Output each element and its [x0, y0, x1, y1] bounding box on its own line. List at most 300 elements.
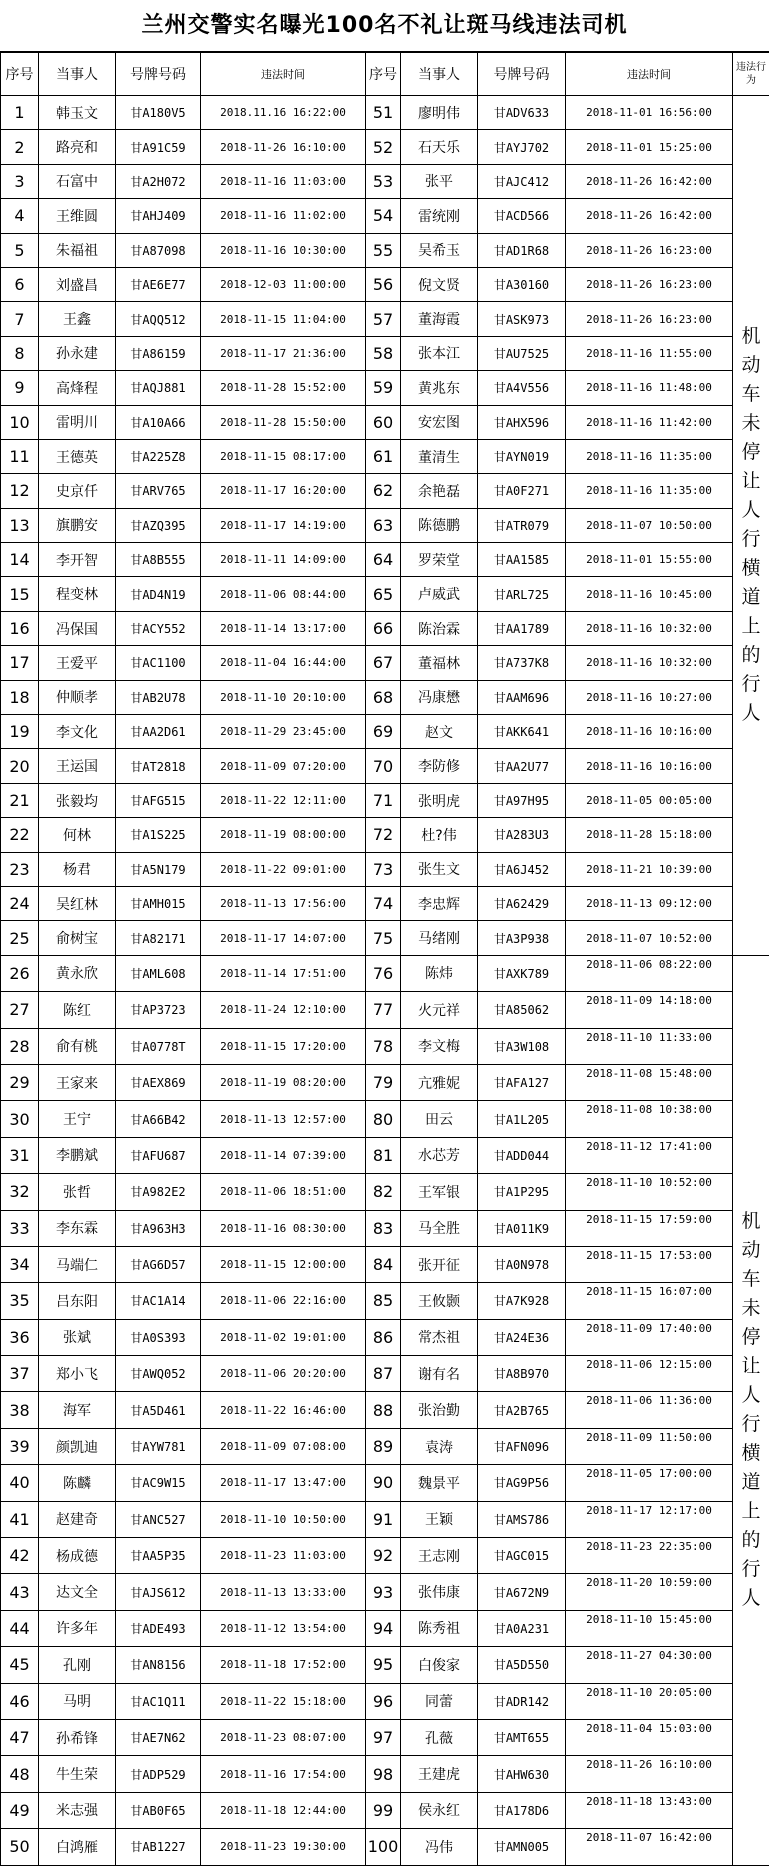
- plate-number: 甘A5N179: [116, 852, 201, 886]
- plate-number: 甘A0A231: [478, 1610, 566, 1646]
- row-number: 19: [1, 715, 39, 749]
- violation-time: 2018-11-13 09:12:00: [566, 886, 733, 920]
- table-row: [1, 1356, 769, 1392]
- plate-number: 甘AC1Q11: [116, 1683, 201, 1719]
- plate-number: 甘AFN096: [478, 1428, 566, 1464]
- violation-time: 2018-11-09 07:20:00: [201, 749, 366, 783]
- table-row: [1, 1283, 769, 1319]
- person-name: 李防修: [401, 749, 478, 783]
- violation-type: 机动车未停让人行横道上的行人: [733, 955, 769, 1865]
- violation-time: 2018-11-15 17:53:00: [566, 1246, 733, 1282]
- plate-number: 甘AA2D61: [116, 715, 201, 749]
- plate-number: 甘AC1A14: [116, 1283, 201, 1319]
- violation-time: 2018-11-26 16:23:00: [566, 302, 733, 336]
- violation-time: 2018-11-10 10:52:00: [566, 1174, 733, 1210]
- plate-number: 甘AHJ409: [116, 199, 201, 233]
- person-name: 黄永欣: [39, 955, 116, 991]
- violation-time: 2018-11-15 16:07:00: [566, 1283, 733, 1319]
- plate-number: 甘ACD566: [478, 199, 566, 233]
- person-name: 张治勤: [401, 1392, 478, 1428]
- person-name: 火元祥: [401, 992, 478, 1028]
- row-number: 47: [1, 1719, 39, 1755]
- person-name: 冯康懋: [401, 680, 478, 714]
- table-body: [1, 96, 769, 1866]
- row-number: 51: [366, 96, 401, 130]
- plate-number: 甘A3P938: [478, 921, 566, 955]
- violation-time: 2018-11-16 10:16:00: [566, 715, 733, 749]
- violation-time: 2018-11-16 11:02:00: [201, 199, 366, 233]
- plate-number: 甘AQJ881: [116, 371, 201, 405]
- person-name: 米志强: [39, 1792, 116, 1828]
- row-number: 14: [1, 543, 39, 577]
- person-name: 孙永建: [39, 336, 116, 370]
- plate-number: 甘A963H3: [116, 1210, 201, 1246]
- plate-number: 甘A011K9: [478, 1210, 566, 1246]
- violation-time: 2018-11-06 12:15:00: [566, 1356, 733, 1392]
- violation-time: 2018-11-17 16:20:00: [201, 474, 366, 508]
- violation-time: 2018-11-14 17:51:00: [201, 955, 366, 991]
- table-row: [1, 1792, 769, 1828]
- violation-time: 2018-12-03 11:00:00: [201, 267, 366, 301]
- row-number: 5: [1, 233, 39, 267]
- violation-time: 2018-11-08 10:38:00: [566, 1101, 733, 1137]
- plate-number: 甘A225Z8: [116, 439, 201, 473]
- plate-number: 甘A0778T: [116, 1028, 201, 1064]
- person-name: 陈德鹏: [401, 508, 478, 542]
- plate-number: 甘AXK789: [478, 955, 566, 991]
- table-row: [1, 992, 769, 1028]
- row-number: 20: [1, 749, 39, 783]
- violation-time: 2018-11-16 10:27:00: [566, 680, 733, 714]
- violation-time: 2018-11-04 15:03:00: [566, 1719, 733, 1755]
- row-number: 41: [1, 1501, 39, 1537]
- plate-number: 甘A6J452: [478, 852, 566, 886]
- table-row: [1, 1137, 769, 1173]
- person-name: 王军银: [401, 1174, 478, 1210]
- table-row: [1, 921, 769, 955]
- plate-number: 甘AC9W15: [116, 1465, 201, 1501]
- table-row: [1, 1538, 769, 1574]
- row-number: 100: [366, 1829, 401, 1865]
- plate-number: 甘AN8156: [116, 1647, 201, 1683]
- table-row: [1, 1647, 769, 1683]
- violation-time: 2018-11-05 17:00:00: [566, 1465, 733, 1501]
- plate-number: 甘AG9P56: [478, 1465, 566, 1501]
- table-row: [1, 336, 769, 370]
- person-name: 许多年: [39, 1610, 116, 1646]
- violation-time: 2018-11-27 04:30:00: [566, 1647, 733, 1683]
- person-name: 王建虎: [401, 1756, 478, 1792]
- person-name: 黄兆东: [401, 371, 478, 405]
- plate-number: 甘AQQ512: [116, 302, 201, 336]
- plate-number: 甘A3W108: [478, 1028, 566, 1064]
- violation-time: 2018-11-12 17:41:00: [566, 1137, 733, 1173]
- violation-time: 2018-11-06 20:20:00: [201, 1356, 366, 1392]
- header-row: [1, 53, 769, 96]
- person-name: 倪文贤: [401, 267, 478, 301]
- table-row: [1, 1101, 769, 1137]
- plate-number: 甘A0F271: [478, 474, 566, 508]
- table-row: [1, 164, 769, 198]
- table-row: [1, 680, 769, 714]
- violation-time: 2018-11-16 10:45:00: [566, 577, 733, 611]
- row-number: 79: [366, 1064, 401, 1100]
- plate-number: 甘AEX869: [116, 1064, 201, 1100]
- violation-time: 2018-11-28 15:52:00: [201, 371, 366, 405]
- plate-number: 甘AD1R68: [478, 233, 566, 267]
- person-name: 石富中: [39, 164, 116, 198]
- row-number: 40: [1, 1465, 39, 1501]
- table-row: [1, 1610, 769, 1646]
- violation-time: 2018-11-05 00:05:00: [566, 783, 733, 817]
- plate-number: 甘AKK641: [478, 715, 566, 749]
- person-name: 马明: [39, 1683, 116, 1719]
- plate-number: 甘A1L205: [478, 1101, 566, 1137]
- plate-number: 甘AYN019: [478, 439, 566, 473]
- person-name: 雷明川: [39, 405, 116, 439]
- violation-time: 2018-11-23 08:07:00: [201, 1719, 366, 1755]
- violation-time: 2018-11-18 12:44:00: [201, 1792, 366, 1828]
- person-name: 冯保国: [39, 611, 116, 645]
- plate-number: 甘AE7N62: [116, 1719, 201, 1755]
- row-number: 2: [1, 130, 39, 164]
- violation-time: 2018-11-06 08:44:00: [201, 577, 366, 611]
- plate-number: 甘ASK973: [478, 302, 566, 336]
- person-name: 吴希玉: [401, 233, 478, 267]
- table-row: [1, 1028, 769, 1064]
- row-number: 96: [366, 1683, 401, 1719]
- violation-time: 2018-11-15 17:59:00: [566, 1210, 733, 1246]
- plate-number: 甘AU7525: [478, 336, 566, 370]
- row-number: 95: [366, 1647, 401, 1683]
- plate-number: 甘AHX596: [478, 405, 566, 439]
- plate-number: 甘AAM696: [478, 680, 566, 714]
- header-person-2: 当事人: [401, 53, 478, 96]
- row-number: 90: [366, 1465, 401, 1501]
- person-name: 安宏图: [401, 405, 478, 439]
- person-name: 王鑫: [39, 302, 116, 336]
- plate-number: 甘A86159: [116, 336, 201, 370]
- person-name: 程变林: [39, 577, 116, 611]
- violation-time: 2018-11-09 17:40:00: [566, 1319, 733, 1355]
- person-name: 陈治霖: [401, 611, 478, 645]
- table-row: [1, 1683, 769, 1719]
- violation-time: 2018-11-15 08:17:00: [201, 439, 366, 473]
- plate-number: 甘AE6E77: [116, 267, 201, 301]
- table-row: [1, 508, 769, 542]
- person-name: 张斌: [39, 1319, 116, 1355]
- row-number: 9: [1, 371, 39, 405]
- row-number: 32: [1, 1174, 39, 1210]
- violation-time: 2018-11-26 16:10:00: [566, 1756, 733, 1792]
- violation-time: 2018-11-01 16:56:00: [566, 96, 733, 130]
- table-row: [1, 611, 769, 645]
- violation-time: 2018-11-26 16:10:00: [201, 130, 366, 164]
- row-number: 62: [366, 474, 401, 508]
- person-name: 王宁: [39, 1101, 116, 1137]
- violation-time: 2018-11-15 17:20:00: [201, 1028, 366, 1064]
- plate-number: 甘A10A66: [116, 405, 201, 439]
- plate-number: 甘AB1227: [116, 1829, 201, 1865]
- violation-time: 2018-11-26 16:42:00: [566, 199, 733, 233]
- table-row: [1, 474, 769, 508]
- row-number: 87: [366, 1356, 401, 1392]
- row-number: 86: [366, 1319, 401, 1355]
- person-name: 牛生荣: [39, 1756, 116, 1792]
- table-row: [1, 749, 769, 783]
- plate-number: 甘A5D461: [116, 1392, 201, 1428]
- violation-time: 2018-11-16 11:55:00: [566, 336, 733, 370]
- plate-number: 甘AFU687: [116, 1137, 201, 1173]
- header-no: 序号: [1, 53, 39, 96]
- person-name: 李开智: [39, 543, 116, 577]
- table-row: [1, 1719, 769, 1755]
- person-name: 高烽程: [39, 371, 116, 405]
- plate-number: 甘A180V5: [116, 96, 201, 130]
- table-row: [1, 818, 769, 852]
- violation-time: 2018-11-15 11:04:00: [201, 302, 366, 336]
- plate-number: 甘A62429: [478, 886, 566, 920]
- person-name: 颜凯迪: [39, 1428, 116, 1464]
- row-number: 49: [1, 1792, 39, 1828]
- person-name: 田云: [401, 1101, 478, 1137]
- person-name: 董海霞: [401, 302, 478, 336]
- person-name: 朱福祖: [39, 233, 116, 267]
- table-row: [1, 405, 769, 439]
- table-row: [1, 96, 769, 130]
- person-name: 董福林: [401, 646, 478, 680]
- plate-number: 甘ADD044: [478, 1137, 566, 1173]
- plate-number: 甘AMH015: [116, 886, 201, 920]
- row-number: 46: [1, 1683, 39, 1719]
- row-number: 73: [366, 852, 401, 886]
- violation-time: 2018-11-16 11:42:00: [566, 405, 733, 439]
- header-time: 违法时间: [201, 53, 366, 96]
- plate-number: 甘A1P295: [478, 1174, 566, 1210]
- violation-time: 2018-11-10 10:50:00: [201, 1501, 366, 1537]
- person-name: 白鸿雁: [39, 1829, 116, 1865]
- violation-time: 2018-11-23 19:30:00: [201, 1829, 366, 1865]
- table-row: [1, 1174, 769, 1210]
- person-name: 杜?伟: [401, 818, 478, 852]
- person-name: 常杰祖: [401, 1319, 478, 1355]
- row-number: 45: [1, 1647, 39, 1683]
- plate-number: 甘A0S393: [116, 1319, 201, 1355]
- person-name: 张明虎: [401, 783, 478, 817]
- person-name: 张平: [401, 164, 478, 198]
- header-plate-2: 号牌号码: [478, 53, 566, 96]
- header-no-2: 序号: [366, 53, 401, 96]
- row-number: 61: [366, 439, 401, 473]
- row-number: 39: [1, 1428, 39, 1464]
- violation-time: 2018-11-10 20:05:00: [566, 1683, 733, 1719]
- violation-time: 2018-11-17 14:19:00: [201, 508, 366, 542]
- plate-number: 甘A8B555: [116, 543, 201, 577]
- person-name: 史京仟: [39, 474, 116, 508]
- violation-time: 2018-11-16 10:32:00: [566, 611, 733, 645]
- person-name: 孔刚: [39, 1647, 116, 1683]
- plate-number: 甘AFA127: [478, 1064, 566, 1100]
- row-number: 30: [1, 1101, 39, 1137]
- plate-number: 甘ACY552: [116, 611, 201, 645]
- violation-time: 2018-11-12 13:54:00: [201, 1610, 366, 1646]
- row-number: 57: [366, 302, 401, 336]
- person-name: 王颖: [401, 1501, 478, 1537]
- person-name: 王爱平: [39, 646, 116, 680]
- table-row: [1, 267, 769, 301]
- plate-number: 甘ADP529: [116, 1756, 201, 1792]
- violation-time: 2018-11-18 13:43:00: [566, 1792, 733, 1828]
- plate-number: 甘A66B42: [116, 1101, 201, 1137]
- person-name: 王志刚: [401, 1538, 478, 1574]
- row-number: 35: [1, 1283, 39, 1319]
- plate-number: 甘AD4N19: [116, 577, 201, 611]
- row-number: 93: [366, 1574, 401, 1610]
- header-time-2: 违法时间: [566, 53, 733, 96]
- row-number: 76: [366, 955, 401, 991]
- person-name: 同蕾: [401, 1683, 478, 1719]
- row-number: 34: [1, 1246, 39, 1282]
- violation-time: 2018-11-16 11:03:00: [201, 164, 366, 198]
- violation-time: 2018-11-13 13:33:00: [201, 1574, 366, 1610]
- violation-time: 2018-11-01 15:55:00: [566, 543, 733, 577]
- violation-time: 2018-11-26 16:23:00: [566, 267, 733, 301]
- violation-time: 2018-11-28 15:50:00: [201, 405, 366, 439]
- person-name: 刘盛昌: [39, 267, 116, 301]
- plate-number: 甘AC1100: [116, 646, 201, 680]
- plate-number: 甘A737K8: [478, 646, 566, 680]
- row-number: 91: [366, 1501, 401, 1537]
- row-number: 89: [366, 1428, 401, 1464]
- violation-time: 2018-11-09 11:50:00: [566, 1428, 733, 1464]
- plate-number: 甘ATR079: [478, 508, 566, 542]
- row-number: 17: [1, 646, 39, 680]
- violation-time: 2018-11-16 10:30:00: [201, 233, 366, 267]
- row-number: 99: [366, 1792, 401, 1828]
- row-number: 63: [366, 508, 401, 542]
- row-number: 60: [366, 405, 401, 439]
- violation-time: 2018-11-16 11:35:00: [566, 439, 733, 473]
- person-name: 赵文: [401, 715, 478, 749]
- person-name: 俞树宝: [39, 921, 116, 955]
- plate-number: 甘A8B970: [478, 1356, 566, 1392]
- table-row: [1, 1574, 769, 1610]
- violation-time: 2018-11-26 16:42:00: [566, 164, 733, 198]
- row-number: 29: [1, 1064, 39, 1100]
- row-number: 22: [1, 818, 39, 852]
- row-number: 16: [1, 611, 39, 645]
- violation-time: 2018-11-09 07:08:00: [201, 1428, 366, 1464]
- row-number: 38: [1, 1392, 39, 1428]
- plate-number: 甘AYW781: [116, 1428, 201, 1464]
- plate-number: 甘A2H072: [116, 164, 201, 198]
- plate-number: 甘AMN005: [478, 1829, 566, 1865]
- person-name: 张开征: [401, 1246, 478, 1282]
- plate-number: 甘AGC015: [478, 1538, 566, 1574]
- table-row: [1, 955, 769, 991]
- row-number: 21: [1, 783, 39, 817]
- row-number: 83: [366, 1210, 401, 1246]
- violation-time: 2018-11-14 13:17:00: [201, 611, 366, 645]
- row-number: 59: [366, 371, 401, 405]
- plate-number: 甘A82171: [116, 921, 201, 955]
- plate-number: 甘ADR142: [478, 1683, 566, 1719]
- violation-time: 2018-11-16 11:35:00: [566, 474, 733, 508]
- table-row: [1, 543, 769, 577]
- violation-time: 2018-11-21 10:39:00: [566, 852, 733, 886]
- table-row: [1, 1465, 769, 1501]
- person-name: 张本江: [401, 336, 478, 370]
- row-number: 65: [366, 577, 401, 611]
- row-number: 56: [366, 267, 401, 301]
- violation-time: 2018-11-22 16:46:00: [201, 1392, 366, 1428]
- row-number: 42: [1, 1538, 39, 1574]
- person-name: 卢威武: [401, 577, 478, 611]
- row-number: 24: [1, 886, 39, 920]
- violation-time: 2018-11-22 12:11:00: [201, 783, 366, 817]
- plate-number: 甘A85062: [478, 992, 566, 1028]
- header-violation: 违法行为: [733, 53, 769, 96]
- row-number: 25: [1, 921, 39, 955]
- person-name: 孙希锋: [39, 1719, 116, 1755]
- table-row: [1, 783, 769, 817]
- violation-time: 2018-11-06 18:51:00: [201, 1174, 366, 1210]
- row-number: 44: [1, 1610, 39, 1646]
- violation-time: 2018-11-23 22:35:00: [566, 1538, 733, 1574]
- plate-number: 甘A7K928: [478, 1283, 566, 1319]
- row-number: 68: [366, 680, 401, 714]
- plate-number: 甘A0N978: [478, 1246, 566, 1282]
- row-number: 54: [366, 199, 401, 233]
- row-number: 92: [366, 1538, 401, 1574]
- row-number: 64: [366, 543, 401, 577]
- person-name: 杨成德: [39, 1538, 116, 1574]
- person-name: 魏景平: [401, 1465, 478, 1501]
- person-name: 孔薇: [401, 1719, 478, 1755]
- violation-time: 2018-11-07 10:50:00: [566, 508, 733, 542]
- row-number: 3: [1, 164, 39, 198]
- violation-time: 2018-11-07 10:52:00: [566, 921, 733, 955]
- row-number: 71: [366, 783, 401, 817]
- person-name: 韩玉文: [39, 96, 116, 130]
- person-name: 谢有名: [401, 1356, 478, 1392]
- table-row: [1, 1392, 769, 1428]
- table-row: [1, 646, 769, 680]
- plate-number: 甘AHW630: [478, 1756, 566, 1792]
- violation-time: 2018-11-17 13:47:00: [201, 1465, 366, 1501]
- row-number: 48: [1, 1756, 39, 1792]
- row-number: 18: [1, 680, 39, 714]
- table-row: [1, 1246, 769, 1282]
- person-name: 王家来: [39, 1064, 116, 1100]
- person-name: 王攸颢: [401, 1283, 478, 1319]
- plate-number: 甘ADE493: [116, 1610, 201, 1646]
- violation-time: 2018-11-01 15:25:00: [566, 130, 733, 164]
- violation-time: 2018-11-16 10:32:00: [566, 646, 733, 680]
- violation-time: 2018-11-20 10:59:00: [566, 1574, 733, 1610]
- violation-time: 2018-11-16 08:30:00: [201, 1210, 366, 1246]
- plate-number: 甘AMT655: [478, 1719, 566, 1755]
- violation-time: 2018-11-08 15:48:00: [566, 1064, 733, 1100]
- table-row: [1, 1501, 769, 1537]
- violation-time: 2018-11-17 14:07:00: [201, 921, 366, 955]
- violation-time: 2018-11-23 11:03:00: [201, 1538, 366, 1574]
- violation-time: 2018-11-11 14:09:00: [201, 543, 366, 577]
- person-name: 张毅均: [39, 783, 116, 817]
- row-number: 43: [1, 1574, 39, 1610]
- table-row: [1, 715, 769, 749]
- plate-number: 甘A5D550: [478, 1647, 566, 1683]
